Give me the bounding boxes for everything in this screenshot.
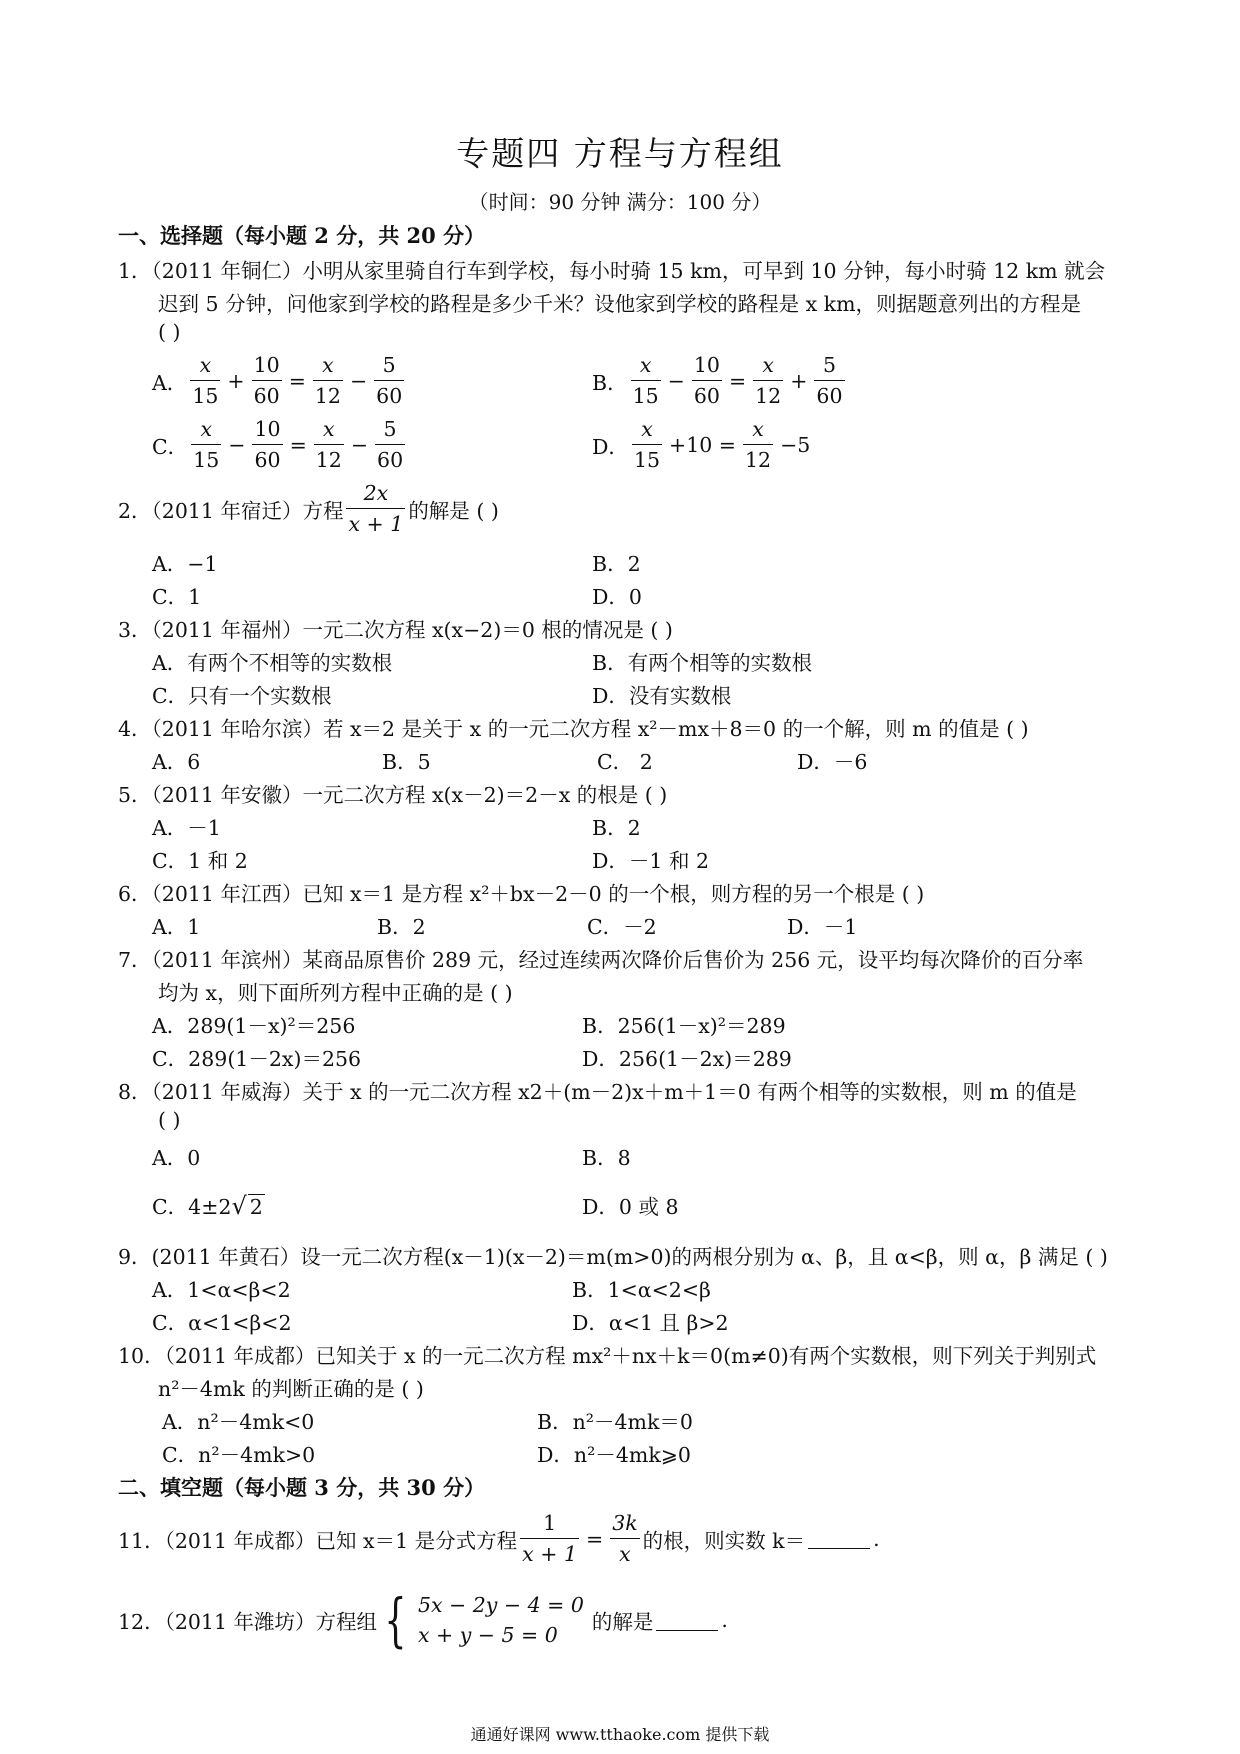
question-4-option-d: D．－6 (797, 750, 868, 774)
answer-blank (808, 1528, 870, 1549)
question-7-line-1: 7．（2011 年滨州）某商品原售价 289 元，经过连续两次降价后售价为 256 元，设平均每次降价的百分率 (118, 948, 1084, 972)
answer-blank (656, 1610, 718, 1631)
question-10-option-a: A．n²－4mk<0 (162, 1410, 315, 1434)
question-5-option-c: C．1 和 2 (152, 849, 248, 873)
question-11: 11．（2011 年成都）已知 x＝1 是分式方程 $\frac{1}{x + 1}$ = $\frac{3k}{x}$ 的根，则实数 k＝ . (118, 1508, 880, 1569)
question-7-line-2: 均为 x，则下面所列方程中正确的是 ( ) (158, 981, 513, 1005)
question-3-option-d: D．没有实数根 (592, 684, 732, 708)
question-9: 9．(2011 年黄石）设一元二次方程(x－1)(x－2)＝m(m>0)的两根分别为 α、β，且 α<β，则 α，β 满足 ( ) (118, 1245, 1108, 1269)
question-3-option-c: C．只有一个实数根 (152, 684, 332, 708)
question-3-option-b: B．有两个相等的实数根 (592, 651, 813, 675)
question-8-answer-bracket: ( ) (158, 1108, 181, 1132)
question-10-line-1: 10．（2011 年成都）已知关于 x 的一元二次方程 mx²＋nx＋k＝0(m≠0)有两个实数根，则下列关于判别式 (118, 1344, 1097, 1368)
page-footer: 通通好课网 www.tthaoke.com 提供下载 (470, 1725, 770, 1744)
question-8-line-1: 8．（2011 年威海）关于 x 的一元二次方程 x2＋(m－2)x＋m＋1＝0 有两个相等的实数根，则 m 的值是 (118, 1080, 1077, 1104)
question-9-option-d: D．α<1 且 β>2 (572, 1311, 729, 1335)
question-4-option-a: A．6 (152, 750, 201, 774)
question-9-option-b: B．1<α<2<β (572, 1278, 711, 1302)
question-1-answer-bracket: ( ) (158, 320, 181, 344)
question-10-option-c: C．n²－4mk>0 (162, 1443, 316, 1467)
question-7-option-b: B．256(1－x)²＝289 (582, 1014, 786, 1038)
question-6-option-d: D．－1 (787, 915, 858, 939)
question-7-option-c: C．289(1－2x)＝256 (152, 1047, 362, 1071)
question-6: 6．（2011 年江西）已知 x＝1 是方程 x²＋bx－2－0 的一个根，则方程的另一个根是 ( ) (118, 882, 925, 906)
question-5-option-b: B．2 (592, 816, 641, 840)
question-4-option-c: C． 2 (597, 750, 653, 774)
question-1-line-2: 迟到 5 分钟，问他家到学校的路程是多少千米？设他家到学校的路程是 x km，则据题意列出的方程是 (158, 292, 1082, 316)
question-1-line-1: 1．（2011 年铜仁）小明从家里骑自行车到学校，每小时骑 15 km，可早到 10 分钟，每小时骑 12 km 就会 (118, 259, 1106, 283)
brace-icon: { (384, 1586, 407, 1654)
question-5-option-a: A．－1 (152, 816, 221, 840)
question-4-option-b: B．5 (382, 750, 431, 774)
question-12: 12．（2011 年潍坊）方程组 { 5x − 2y − 4 = 0 x + y − 5 = 0 的解是 . (118, 1586, 728, 1654)
page-subtitle: （时间：90 分钟 满分：100 分） (468, 190, 772, 214)
question-2-option-a: A．−1 (152, 552, 218, 576)
question-4: 4．（2011 年哈尔滨）若 x＝2 是关于 x 的一元二次方程 x²－mx＋8＝0 的一个解，则 m 的值是 ( ) (118, 717, 1029, 741)
question-10-line-2: n²－4mk 的判断正确的是 ( ) (158, 1377, 424, 1401)
question-5-option-d: D．－1 和 2 (592, 849, 710, 873)
question-7-option-d: D．256(1－2x)＝289 (582, 1047, 792, 1071)
question-2-option-b: B．2 (592, 552, 641, 576)
equation-system: 5x − 2y − 4 = 0 x + y − 5 = 0 (417, 1593, 584, 1647)
question-2-option-c: C．1 (152, 585, 202, 609)
question-10-option-d: D．n²－4mk⩾0 (537, 1443, 691, 1467)
question-9-option-c: C．α<1<β<2 (152, 1311, 292, 1335)
question-10-option-b: B．n²－4mk＝0 (537, 1410, 693, 1434)
question-7-option-a: A．289(1－x)²＝256 (152, 1014, 356, 1038)
question-9-option-a: A．1<α<β<2 (152, 1278, 291, 1302)
question-6-option-b: B．2 (377, 915, 426, 939)
question-3: 3．（2011 年福州）一元二次方程 x(x−2)＝0 根的情况是 ( ) (118, 618, 673, 642)
question-8-option-a: A．0 (152, 1146, 201, 1170)
question-3-option-a: A．有两个不相等的实数根 (152, 651, 393, 675)
page-title: 专题四 方程与方程组 (456, 134, 784, 173)
question-1-option-d: D． $\frac{x}{15}$ +10 = $\frac{x}{12}$ −5 (592, 414, 814, 475)
question-5: 5．（2011 年安徽）一元二次方程 x(x－2)＝2－x 的根是 ( ) (118, 783, 668, 807)
question-6-option-a: A．1 (152, 915, 201, 939)
section-heading-fill: 二、填空题（每小题 3 分，共 30 分） (118, 1475, 486, 1500)
section-heading-choice: 一、选择题（每小题 2 分，共 20 分） (118, 223, 486, 248)
question-1-option-c: C． $\frac{x}{15}$ − $\frac{10}{60}$ = $\frac{x}{12}$ − $\frac{5}{60}$ (152, 414, 408, 475)
question-8-option-b: B．8 (582, 1146, 631, 1170)
question-2-option-d: D．0 (592, 585, 642, 609)
question-1-option-b: B． $\frac{x}{15}$ − $\frac{10}{60}$ = $\frac{x}{12}$ + $\frac{5}{60}$ (592, 350, 848, 411)
question-8-option-c: C．4±2√ 2 (152, 1192, 263, 1220)
question-1-option-a: A． $\frac{x}{15}$ + $\frac{10}{60}$ = $\frac{x}{12}$ − $\frac{5}{60}$ (152, 350, 407, 411)
question-6-option-c: C．－2 (587, 915, 657, 939)
question-8-option-d: D．0 或 8 (582, 1195, 679, 1219)
question-2: 2．（2011 年宿迁）方程 $\frac{2x}{x + 1}$ 的解是 ( ) (118, 478, 499, 539)
